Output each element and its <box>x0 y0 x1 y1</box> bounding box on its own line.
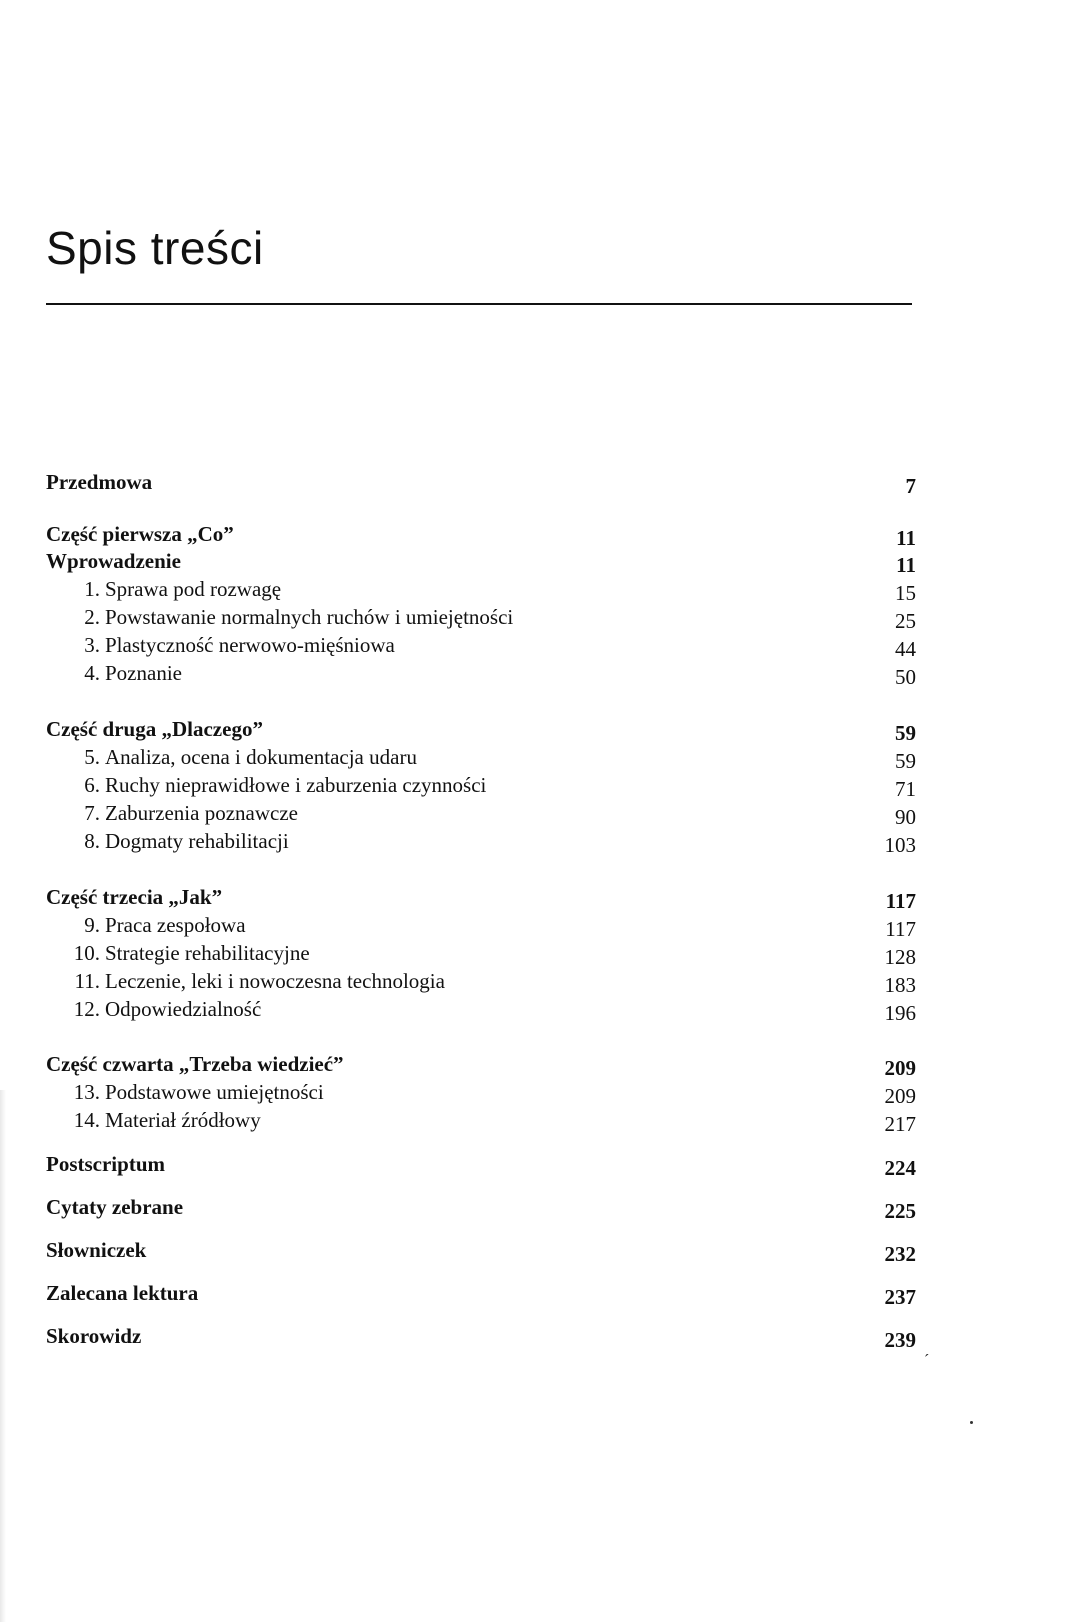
toc-entry-page: 59 <box>895 749 916 773</box>
toc-entry-label <box>46 631 395 659</box>
toc-entry-page: 217 <box>884 1112 916 1136</box>
toc-entry-label <box>46 743 417 771</box>
chapter-number: 11. <box>74 969 100 993</box>
toc-entry-label <box>46 603 513 631</box>
toc-entry-label <box>46 1106 261 1134</box>
chapter-title: Materiał źródłowy <box>105 1108 261 1132</box>
toc-entry-page: 7 <box>905 474 916 498</box>
chapter-number: 8. <box>84 829 100 853</box>
toc-entry-page: 44 <box>895 637 916 661</box>
toc-entry-label: Przedmowa <box>46 470 153 494</box>
chapter-title: Dogmaty rehabilitacji <box>105 829 289 853</box>
chapter-title: Sprawa pod rozwagę <box>105 577 282 601</box>
toc-entry-page: 59 <box>895 721 916 745</box>
scan-edge-shadow <box>0 1090 6 1622</box>
toc-entry-page: 232 <box>884 1242 916 1266</box>
pencil-tick-mark: ˊ <box>924 1352 930 1369</box>
toc-entry-page: 209 <box>884 1056 916 1080</box>
toc-entry-label: Postscriptum <box>46 1152 165 1176</box>
toc-chapter-4 <box>46 659 916 687</box>
toc-entry-glossary <box>46 1236 916 1264</box>
toc-entry-label <box>46 659 182 687</box>
toc-entry-recommended-reading <box>46 1279 916 1307</box>
toc-entry-label <box>46 939 310 967</box>
toc-entry-label: Część druga „Dlaczego” <box>46 717 263 741</box>
chapter-number: 10. <box>73 941 100 965</box>
toc-chapter-3 <box>46 631 916 659</box>
chapter-title: Analiza, ocena i dokumentacja udaru <box>105 745 417 769</box>
toc-entry-page: 225 <box>884 1199 916 1223</box>
toc-entry-page: 25 <box>895 609 916 633</box>
chapter-title: Ruchy nieprawidłowe i zaburzenia czynności <box>105 773 487 797</box>
chapter-title: Plastyczność nerwowo-mięśniowa <box>105 633 395 657</box>
chapter-title: Poznanie <box>105 661 182 685</box>
chapter-title: Zaburzenia poznawcze <box>105 801 298 825</box>
toc-entry-label: Część czwarta „Trzeba wiedzieć” <box>46 1052 344 1076</box>
toc-entry-page: 117 <box>885 917 916 941</box>
toc-entry-label: Zalecana lektura <box>46 1281 199 1305</box>
toc-entry-label <box>46 575 281 603</box>
toc-entry-page: 209 <box>884 1084 916 1108</box>
toc-entry-page: 11 <box>896 553 916 577</box>
chapter-number: 1. <box>84 577 100 601</box>
toc-part-three <box>46 883 916 911</box>
chapter-number: 2. <box>84 605 100 629</box>
toc-entry-introduction <box>46 547 916 575</box>
chapter-title: Strategie rehabilitacyjne <box>105 941 310 965</box>
toc-entry-label <box>46 1078 324 1106</box>
chapter-number: 9. <box>84 913 100 937</box>
chapter-title: Leczenie, leki i nowoczesna technologia <box>105 969 445 993</box>
toc-entry-label: Część trzecia „Jak” <box>46 885 223 909</box>
toc-part-two <box>46 715 916 743</box>
toc-entry-page: 117 <box>885 889 916 913</box>
toc-entry-label <box>46 827 289 855</box>
chapter-title: Podstawowe umiejętności <box>105 1080 324 1104</box>
toc-entry-page: 15 <box>895 581 916 605</box>
toc-entry-label: Skorowidz <box>46 1324 142 1348</box>
toc-entry-label <box>46 995 261 1023</box>
chapter-number: 3. <box>84 633 100 657</box>
toc-entry-page: 183 <box>884 973 916 997</box>
toc-entry-preface <box>46 468 916 496</box>
chapter-number: 6. <box>84 773 100 797</box>
toc-entry-page: 196 <box>884 1001 916 1025</box>
chapter-number: 12. <box>73 997 100 1021</box>
chapter-number: 5. <box>84 745 100 769</box>
chapter-title: Powstawanie normalnych ruchów i umiejętności <box>105 605 514 629</box>
chapter-title: Odpowiedzialność <box>105 997 262 1021</box>
scan-speck <box>970 1421 973 1424</box>
toc-chapter-6 <box>46 771 916 799</box>
toc-entry-page: 239 <box>884 1328 916 1352</box>
toc-entry-quotes <box>46 1193 916 1221</box>
toc-entry-page: 11 <box>896 526 916 550</box>
toc-entry-postscriptum <box>46 1150 916 1178</box>
toc-chapter-9 <box>46 911 916 939</box>
toc-part-four <box>46 1050 916 1078</box>
toc-entry-page: 71 <box>895 777 916 801</box>
chapter-number: 13. <box>73 1080 100 1104</box>
chapter-number: 4. <box>84 661 100 685</box>
toc-chapter-10 <box>46 939 916 967</box>
toc-chapter-8 <box>46 827 916 855</box>
toc-entry-index <box>46 1322 916 1350</box>
toc-chapter-11 <box>46 967 916 995</box>
toc-entry-label: Cytaty zebrane <box>46 1195 184 1219</box>
toc-entry-page: 237 <box>884 1285 916 1309</box>
toc-entry-label <box>46 799 298 827</box>
toc-entry-label: Wprowadzenie <box>46 549 181 573</box>
toc-chapter-13 <box>46 1078 916 1106</box>
toc-entry-label <box>46 967 445 995</box>
toc-entry-page: 90 <box>895 805 916 829</box>
toc-entry-page: 128 <box>884 945 916 969</box>
chapter-number: 14. <box>73 1108 100 1132</box>
chapter-number: 7. <box>84 801 100 825</box>
toc-chapter-12 <box>46 995 916 1023</box>
toc-chapter-1 <box>46 575 916 603</box>
toc-chapter-5 <box>46 743 916 771</box>
toc-entry-page: 224 <box>884 1156 916 1180</box>
page-title: Spis treści <box>46 222 264 274</box>
toc-entry-page: 103 <box>884 833 916 857</box>
toc-entry-page: 50 <box>895 665 916 689</box>
toc-entry-label <box>46 911 246 939</box>
toc-chapter-2 <box>46 603 916 631</box>
toc-chapter-7 <box>46 799 916 827</box>
toc-entry-label <box>46 771 486 799</box>
toc-part-one <box>46 520 916 548</box>
chapter-title: Praca zespołowa <box>105 913 246 937</box>
toc-entry-label: Część pierwsza „Co” <box>46 522 234 546</box>
toc-entry-label: Słowniczek <box>46 1238 147 1262</box>
toc-chapter-14 <box>46 1106 916 1134</box>
